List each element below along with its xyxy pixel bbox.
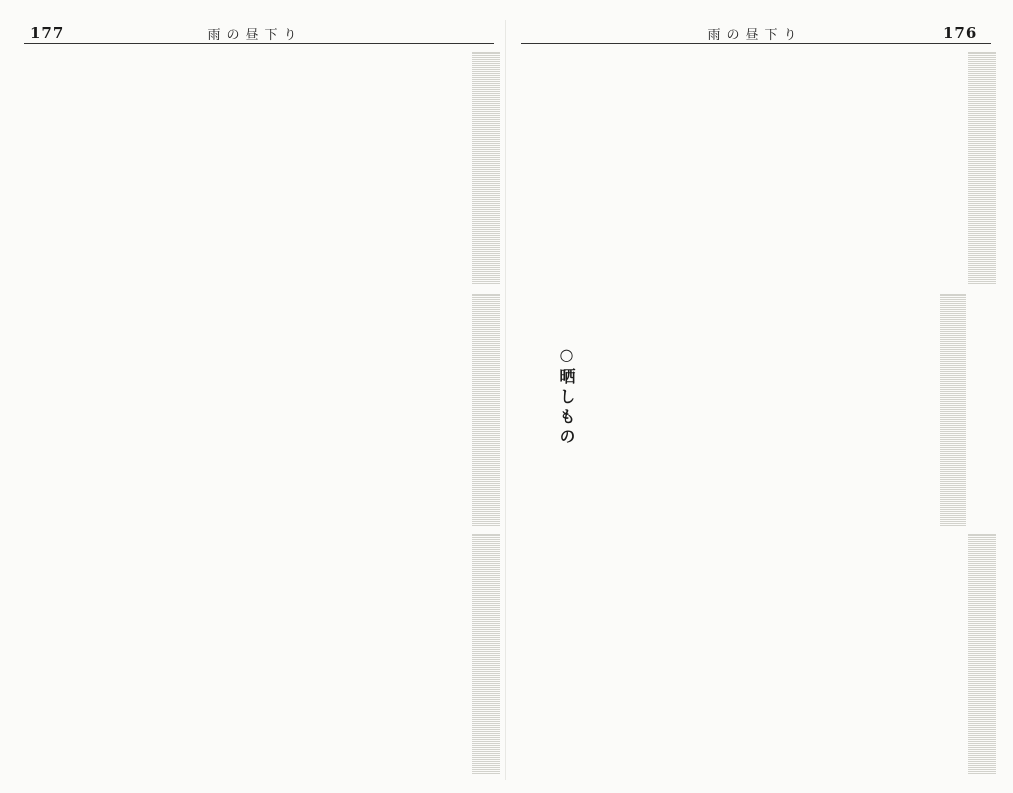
text-column: [956, 294, 957, 526]
text-column: [949, 294, 950, 526]
text-column: [953, 294, 954, 526]
text-column: [477, 294, 478, 526]
text-column: [488, 52, 489, 284]
text-column: [969, 534, 970, 774]
text-column: [991, 534, 992, 774]
text-column: [978, 534, 979, 774]
text-column: [472, 52, 473, 284]
text-column: [487, 294, 488, 526]
text-column: [491, 52, 492, 284]
text-column: [484, 52, 485, 284]
text-column: [983, 534, 984, 774]
text-column: [485, 52, 486, 284]
text-column: [991, 52, 992, 284]
text-column: [995, 534, 996, 774]
text-column: [980, 52, 981, 284]
text-column: [477, 52, 478, 284]
text-column: [496, 294, 497, 526]
text-column: [486, 294, 487, 526]
text-column: [489, 534, 490, 774]
text-column: [979, 534, 980, 774]
text-column: [495, 294, 496, 526]
text-column: [968, 52, 969, 284]
text-column: [480, 534, 481, 774]
text-column: [483, 294, 484, 526]
text-column: [947, 294, 948, 526]
text-column: [994, 534, 995, 774]
text-column: [946, 294, 947, 526]
text-column: [989, 534, 990, 774]
text-column: [971, 52, 972, 284]
text-column: [981, 52, 982, 284]
left-middle-text-block: [30, 294, 500, 526]
text-column: [492, 534, 493, 774]
text-column: [473, 294, 474, 526]
text-column: [483, 52, 484, 284]
text-column: [984, 534, 985, 774]
text-column: [990, 534, 991, 774]
text-column: [957, 294, 958, 526]
text-column: [984, 52, 985, 284]
text-column: [498, 52, 499, 284]
text-column: [479, 294, 480, 526]
text-column: [975, 52, 976, 284]
text-column: [485, 534, 486, 774]
text-column: [477, 534, 478, 774]
text-column: [490, 52, 491, 284]
text-column: [992, 534, 993, 774]
text-column: [987, 52, 988, 284]
text-column: [986, 534, 987, 774]
text-column: [981, 534, 982, 774]
text-column: [486, 534, 487, 774]
text-column: [486, 52, 487, 284]
text-column: [476, 52, 477, 284]
text-column: [480, 52, 481, 284]
text-column: [482, 294, 483, 526]
text-column: [480, 294, 481, 526]
text-column: [990, 52, 991, 284]
text-column: [495, 534, 496, 774]
text-column: [944, 294, 945, 526]
text-column: [473, 534, 474, 774]
text-column: [495, 52, 496, 284]
text-column: [481, 52, 482, 284]
text-column: [491, 294, 492, 526]
text-column: [950, 294, 951, 526]
text-column: [479, 52, 480, 284]
text-column: [964, 294, 965, 526]
text-column: [970, 534, 971, 774]
text-column: [976, 52, 977, 284]
text-column: [476, 294, 477, 526]
text-column: [959, 294, 960, 526]
text-column: [973, 534, 974, 774]
text-column: [977, 534, 978, 774]
text-column: [974, 52, 975, 284]
text-column: [481, 294, 482, 526]
page-number-right: 176: [943, 24, 978, 42]
header-rule-left: [24, 43, 494, 44]
text-column: [985, 52, 986, 284]
text-column: [489, 294, 490, 526]
text-column: [961, 294, 962, 526]
text-column: [498, 534, 499, 774]
text-column: [490, 294, 491, 526]
text-column: [483, 534, 484, 774]
text-column: [983, 52, 984, 284]
right-bottom-text-block: [526, 534, 996, 774]
text-column: [499, 534, 500, 774]
left-top-text-block: [30, 52, 500, 284]
text-column: [988, 52, 989, 284]
text-column: [485, 294, 486, 526]
text-column: [943, 294, 944, 526]
text-column: [481, 534, 482, 774]
text-column: [487, 534, 488, 774]
text-column: [948, 294, 949, 526]
text-column: [484, 534, 485, 774]
header-rule-right: [521, 43, 991, 44]
text-column: [474, 534, 475, 774]
text-column: [492, 294, 493, 526]
section-heading: ○晒しもの: [557, 345, 576, 448]
text-column: [489, 52, 490, 284]
text-column: [474, 294, 475, 526]
text-column: [472, 294, 473, 526]
text-column: [478, 52, 479, 284]
text-column: [493, 294, 494, 526]
text-column: [972, 52, 973, 284]
text-column: [993, 534, 994, 774]
text-column: [491, 534, 492, 774]
text-column: [977, 52, 978, 284]
text-column: [475, 294, 476, 526]
text-column: [475, 52, 476, 284]
text-column: [993, 52, 994, 284]
text-column: [475, 534, 476, 774]
text-column: [942, 294, 943, 526]
text-column: [487, 52, 488, 284]
text-column: [492, 52, 493, 284]
text-column: [494, 534, 495, 774]
text-column: [980, 534, 981, 774]
text-column: [940, 294, 941, 526]
text-column: [982, 52, 983, 284]
text-column: [482, 52, 483, 284]
text-column: [969, 52, 970, 284]
text-column: [992, 52, 993, 284]
text-column: [494, 294, 495, 526]
text-column: [988, 534, 989, 774]
text-column: [994, 52, 995, 284]
text-column: [958, 294, 959, 526]
text-column: [472, 534, 473, 774]
text-column: [954, 294, 955, 526]
text-column: [971, 534, 972, 774]
text-column: [986, 52, 987, 284]
text-column: [496, 534, 497, 774]
text-column: [965, 294, 966, 526]
text-column: [499, 294, 500, 526]
text-column: [473, 52, 474, 284]
text-column: [985, 534, 986, 774]
text-column: [975, 534, 976, 774]
text-column: [490, 534, 491, 774]
text-column: [498, 294, 499, 526]
text-column: [995, 52, 996, 284]
text-column: [484, 294, 485, 526]
text-column: [476, 534, 477, 774]
text-column: [974, 534, 975, 774]
text-column: [968, 534, 969, 774]
text-column: [982, 534, 983, 774]
text-column: [963, 294, 964, 526]
text-column: [474, 52, 475, 284]
page-number-left: 177: [30, 24, 65, 42]
right-top-text-block: [526, 52, 996, 284]
text-column: [960, 294, 961, 526]
text-column: [972, 534, 973, 774]
text-column: [979, 52, 980, 284]
text-column: [488, 294, 489, 526]
text-column: [478, 294, 479, 526]
running-header-left: 雨の昼下り: [207, 28, 303, 43]
text-column: [987, 534, 988, 774]
page-gutter: [505, 20, 506, 780]
text-column: [482, 534, 483, 774]
text-column: [497, 534, 498, 774]
text-column: [497, 52, 498, 284]
text-column: [978, 52, 979, 284]
text-column: [493, 534, 494, 774]
text-column: [962, 294, 963, 526]
text-column: [941, 294, 942, 526]
text-column: [497, 294, 498, 526]
text-column: [955, 294, 956, 526]
text-column: [493, 52, 494, 284]
text-column: [478, 534, 479, 774]
text-column: [496, 52, 497, 284]
text-column: [488, 534, 489, 774]
running-header-right: 雨の昼下り: [707, 28, 803, 43]
text-column: [976, 534, 977, 774]
text-column: [951, 294, 952, 526]
text-column: [973, 52, 974, 284]
text-column: [945, 294, 946, 526]
left-bottom-text-block: [30, 534, 500, 774]
text-column: [989, 52, 990, 284]
text-column: [970, 52, 971, 284]
text-column: [494, 52, 495, 284]
right-middle-text-block: [526, 294, 966, 526]
text-column: [952, 294, 953, 526]
text-column: [479, 534, 480, 774]
text-column: [499, 52, 500, 284]
